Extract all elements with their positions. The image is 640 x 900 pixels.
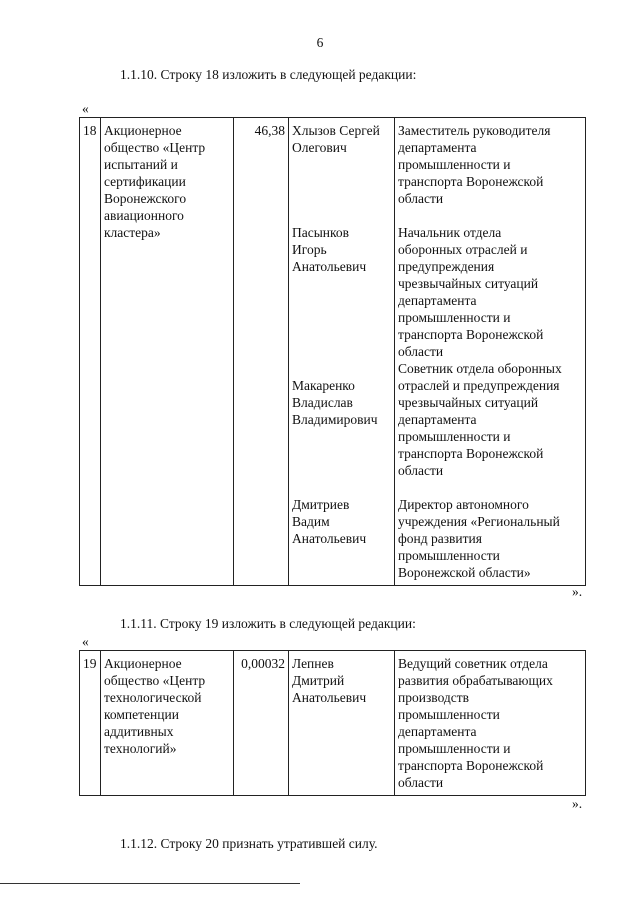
close-quote-18: ». — [572, 584, 583, 599]
open-quote-18: « — [82, 101, 89, 116]
person-name-2: Пасынков Игорь Анатольевич — [292, 225, 367, 274]
person-name-1: Хлызов Сергей Олегович — [292, 123, 380, 155]
person-name-3: Макаренко Владислав Владимирович — [292, 378, 378, 427]
table-row — [80, 651, 586, 796]
row-number: 19 — [80, 651, 101, 796]
clause-heading-19: 1.1.11. Строку 19 изложить в следующей редакции: — [120, 616, 416, 631]
row-number: 18 — [80, 118, 101, 586]
person-position-3: Советник отдела оборонных отраслей и предупреждения чрезвычайных ситуаций департамента промышленности и транспорта Воронежской области — [398, 361, 562, 478]
close-quote-19: ». — [572, 796, 583, 811]
person-name-1: Лепнев Дмитрий Анатольевич — [289, 651, 395, 796]
share-value: 46,38 — [234, 118, 289, 586]
positions-cell — [395, 118, 586, 586]
clause-heading-18: 1.1.10. Строку 18 изложить в следующей редакции: — [120, 67, 417, 82]
table-row-19 — [79, 650, 586, 796]
person-name-4: Дмитриев Вадим Анатольевич — [292, 497, 367, 546]
person-position-1: Ведущий советник отдела развития обрабатывающих производств промышленности департамента промышленности и транспорта Воронежской области — [395, 651, 586, 796]
organization-name: Акционерное общество «Центр испытаний и сертификации Воронежского авиационного кластера» — [101, 118, 234, 586]
person-position-2: Начальник отдела оборонных отраслей и предупреждения чрезвычайных ситуаций департамента промышленности и транспорта Воронежской области — [398, 225, 544, 359]
person-position-4: Директор автономного учреждения «Региональный фонд развития промышленности Воронежской области» — [398, 497, 560, 580]
page-number: 6 — [316, 35, 324, 50]
footer-rule — [0, 883, 300, 884]
open-quote-19: « — [82, 634, 89, 649]
person-position-1: Заместитель руководителя департамента промышленности и транспорта Воронежской области — [398, 123, 551, 206]
clause-heading-20: 1.1.12. Строку 20 признать утратившей силу. — [120, 836, 378, 851]
names-cell — [289, 118, 395, 586]
organization-name: Акционерное общество «Центр технологической компетенции аддитивных технологий» — [101, 651, 234, 796]
share-value: 0,00032 — [234, 651, 289, 796]
table-row-18 — [79, 117, 586, 586]
table-row — [80, 118, 586, 586]
